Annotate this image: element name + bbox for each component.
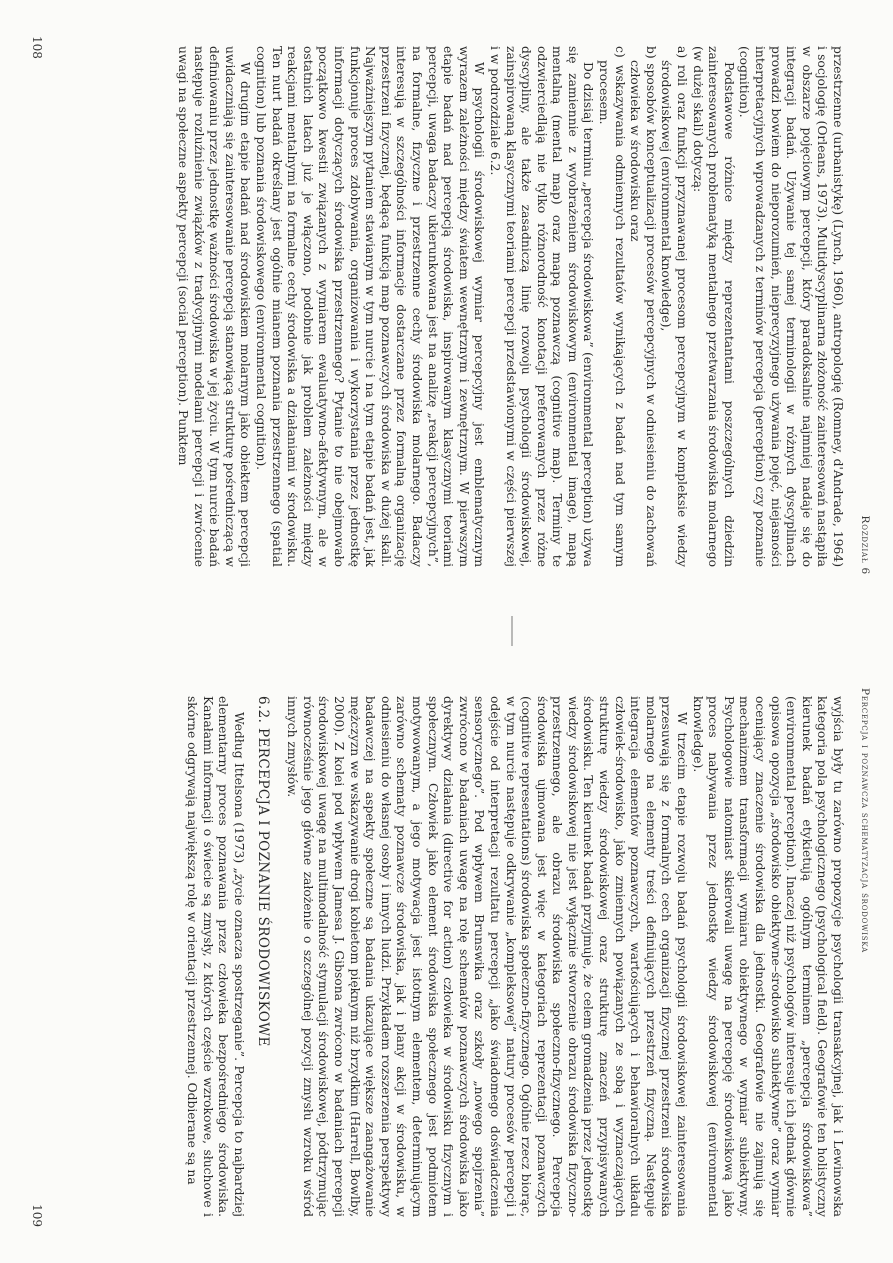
list-item: c) wskazywania odmiennych rezultatów wynikających z badań nad tym samym procesem. — [597, 46, 627, 567]
paragraph: przestrzenne (urbanistykę) (Lynch, 1960), antropologię (Romney, d'Andrade, 1964) i socjologię (Orleans, 1973). Multidyscyplinarna złożoność zainteresowań nastąpiła w obszarze pojęciowym percepcji, który paradoksalnie najmniej nadaje się do integracji badań. Używanie tej samej terminologii w różnych dyscyplinach prowadzi bowiem do nieporozumień, nieprecyzyjnego używania pojęć, niejasności interpretacyjnych wprowadzanych z terminów percepcja (perception) czy poznanie (cognition). — [737, 46, 845, 567]
page-number: 109 — [30, 1204, 44, 1227]
page-number: 108 — [30, 36, 44, 59]
list-item: a) roli oraz funkcji przyznawanej procesom percepcyjnym w kompleksie wiedzy środowiskowej (environmental knowledge), — [659, 46, 690, 567]
text-column — [184, 696, 845, 1217]
paragraph: W drugim etapie badań nad środowiskiem molarnym jako obiektem percepcji uwidaczniają się zainteresowanie percepcją stanowiącą strukturę pośredniczącą w definiowaniu przez jednostkę ważności środowiska w jej życiu. W tym nurcie badań następuje rozluźnienie związków z tradycyjnymi modelami percepcji i zwrócenie uwagi na społeczne aspekty percepcji (social perception). Punktem — [176, 46, 253, 567]
right-page — [0, 632, 893, 1263]
text-column — [174, 46, 845, 567]
left-page — [0, 0, 893, 631]
list-item: b) sposobów konceptualizacji procesów percepcyjnych w odniesieniu do zachowań człowieka w środowisku oraz — [628, 46, 658, 567]
paragraph: Według Ittelsona (1973) „życie oznacza spostrzeganie”. Percepcja to najbardziej elementarny proces poznawania przez człowieka bezpośredniego środowiska. Kanałami informacji o świecie są zmysły, z których częście wzrokowe, słuchowe i skórne odgrywają największą rolę w orientacji przestrzennej. Odbierane są na — [185, 696, 247, 1217]
running-head: Percepcja i poznawcza schematyzacja środowiska — [859, 688, 871, 953]
paragraph: Do dzisiaj terminu „percepcja środowiskowa” (environmental perception) używa się zamiennie z wyobrażeniem środowiskowym (environmental image), mapą mentalną (mental map) oraz mapą poznawczą (cognitive map). Terminy te odzwierciedlają nie tylko różnorodność konotacji preferowanych przez różne dyscypliny, ale także zasadniczą linię rozwoju psychologii środowiskowej, zainspirowaną klasycznymi teoriami percepcji przedstawionymi w części pierwszej i w podrozdziale 6.2. — [487, 46, 596, 567]
paragraph: wyjścia były tu zarówno propozycje psychologii transakcyjnej, jak i Lewinowska kategoria pola psychologicznego (psychological field). Geografowie ten holistyczny kierunek badań etykietują ogólnym terminem „percepcja środowiskowa” (environmental perception). Inaczej niż psychologów interesuje ich jednak głównie opisowa opozycja „środowisko obiektywne–środowisko subiektywne” oraz wymiar oceniający znaczenie środowiska dla jednostki. Geografowie nie zajmują się mechanizmem transformacji wymiaru obiektywnego w wymiar subiektywny. Psychologowie natomiast skierowali uwagę na percepcję środowiskową jako proces nabywania przez jednostkę wiedzy środowiskowej (environmental knowledge). — [690, 696, 845, 1217]
paragraph: Podstawowe różnice między reprezentantami poszczególnych dziedzin zainteresowanych problematyką mentalnego przetwarzania środowiska molarnego (w dużej skali) dotyczą: — [690, 46, 736, 567]
paragraph: W psychologii środowiskowej wymiar percepcyjny jest emblematycznym wyrazem zależności między światem wewnętrznym i zewnętrznym. W pierwszym etapie badań nad percepcją środowiska, inspirowanym klasycznymi teoriami percepcji, uwaga badaczy ukierunkowana jest na analizę „reakcji percepcyjnych”, na formalne, fizyczne i przestrzenne cechy środowiska molarnego. Badaczy interesują w szczególności informacje dostarczane przez formalną organizację przestrzeni fizycznej, będącą funkcją map poznawczych środowiska w dużej skali. Najważniejszym pytaniem stawianym w tym nurcie i na tym etapie badań jest, jak funkcjonuje proces zdobywania, organizowania i wykorzystania przez jednostkę informacji dotyczących środowiska przestrzennego? Pytanie to nie obejmowało początkowo kwestii związanych z wymiarem ewaluatywno-afektywnym, ale w ostatnich latach już je włączono, podobnie jak problem zależności między reakcjami mentalnymi na formalne cechy środowiska a działaniami w środowisku. Ten nurt badań określany jest ogólnie mianem poznania przestrzennego (spatial cognition) lub poznania środowiskowego (environmental cognition). — [254, 46, 487, 567]
running-head: Rozdział 6 — [859, 515, 871, 575]
paragraph: W trzecim etapie rozwoju badań psychologii środowiskowej zainteresowania przesuwają się z formalnych cech organizacji fizycznej przestrzeni środowiska molarnego na elementy treści definiujących przestrzeń fizyczną. Następuje integracja elementów poznawczych, wartościujących i behawioralnych układu człowiek–środowisko, jako zmiennych powiązanych ze sobą i wyznaczających strukturę wiedzy środowiskowej oraz strukturę znaczeń przypisywanych środowisku. Ten kierunek badań przyjmuje, że celem gromadzenia przez jednostkę wiedzy środowiskowej nie jest wyłącznie stworzenie obrazu środowiska fizyczno-przestrzennego, ale obrazu środowiska społeczno-fizycznego. Percepcja środowiska ujmowana jest więc w kategoriach reprezentacji poznawczych (cognitive representations) środowiska społeczno-fizycznego. Ogólnie rzecz biorąc, w tym nurcie następuje odkrywanie „kompleksowej” natury procesów percepcji i odejście od interpretacji rezultatu percepcji „jako świadomego doświadczenia sensorycznego”. Pod wpływem Brunswika oraz szkoły „nowego spojrzenia” zwrócono w badaniach uwagę na rolę schematów poznawczych środowiska jako dyrektywy działania (directive for action) człowieka w środowisku fizycznym i społecznym. Człowiek jako element środowiska społecznego jest podmiotem motywowanym, a jego motywacja jest istotnym elementem, determinującym zarówno schematy poznawcze środowiska, jak i plany akcji w środowisku, w odniesieniu do własnej osoby i innych ludzi. Przykładem rozszerzenia perspektywy badawczej na aspekty społeczne są badania ukazujące większe zaangażowanie mężczyzn we wskazywanie drogi kobietom pięknym niż brzydkim (Harrell, Bowlby, 2000). Z kolei pod wpływem Jamesa J. Gibsona zwrócono w badaniach percepcji środowiskowej uwagę na multimodalność stymulacji środowiskowej, pódtrzymując równocześnie jego główne założenie o szczególnej pozycji zmysłu wzroku wśród innych zmysłów. — [285, 696, 690, 1217]
section-heading: 6.2. PERCEPCJA I POZNANIE ŚRODOWISKOWE — [254, 696, 271, 1047]
